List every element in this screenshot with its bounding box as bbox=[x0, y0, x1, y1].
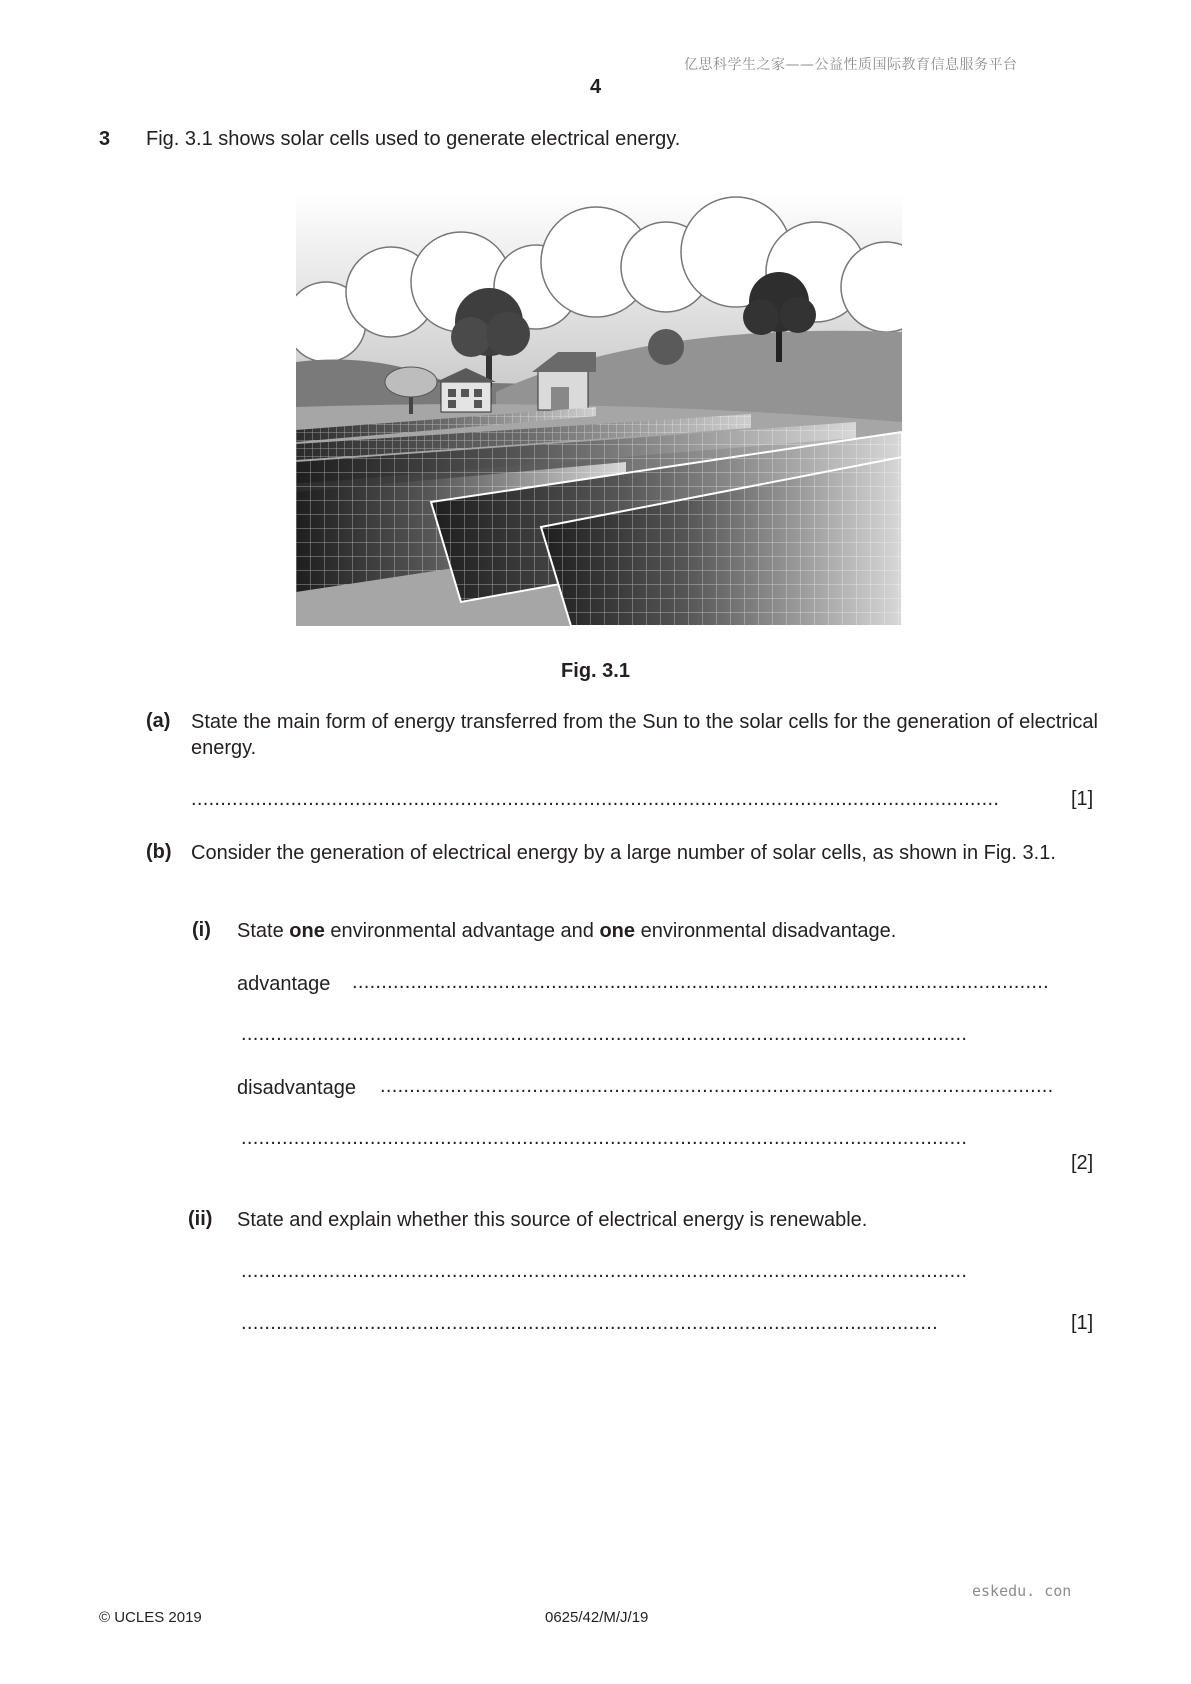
part-b-i-text-2: environmental advantage and bbox=[324, 920, 600, 942]
part-a-answer-line[interactable]: .......................................................................................................................................... bbox=[191, 788, 1000, 810]
part-b-i-marks: [2] bbox=[1071, 1152, 1094, 1174]
part-a-marks: [1] bbox=[1071, 788, 1094, 810]
part-a-text: State the main form of energy transferred from the Sun to the solar cells for the generation of electrical energy. bbox=[191, 711, 1098, 759]
advantage-answer-line[interactable]: ....................................................................................................................... bbox=[352, 971, 1049, 993]
part-b-ii-marks: [1] bbox=[1071, 1312, 1094, 1334]
disadvantage-label: disadvantage bbox=[237, 1077, 356, 1099]
part-b-text: Consider the generation of electrical energy by a large number of solar cells, as shown in Fig. 3.1. bbox=[191, 842, 1056, 864]
part-b-i-text bbox=[237, 918, 896, 944]
page-number: 4 bbox=[589, 76, 602, 98]
disadvantage-answer-line[interactable]: ................................................................................................................... bbox=[380, 1075, 1054, 1097]
part-b-i-bold-2: one bbox=[599, 920, 636, 942]
part-b-i-text-3: environmental disadvantage. bbox=[635, 920, 897, 942]
part-b-ii-label: (ii) bbox=[188, 1208, 213, 1230]
part-b-ii-text: State and explain whether this source of electrical energy is renewable. bbox=[237, 1209, 868, 1231]
header-watermark: 亿思科学生之家——公益性质国际教育信息服务平台 bbox=[684, 57, 1018, 73]
part-b-i-label: (i) bbox=[192, 919, 211, 941]
question-number: 3 bbox=[99, 128, 111, 150]
part-a-label: (a) bbox=[146, 710, 171, 732]
solar-farm-illustration bbox=[296, 192, 902, 626]
footer-copyright: © UCLES 2019 bbox=[99, 1609, 202, 1626]
part-b-i-text-1: State bbox=[237, 920, 290, 942]
part-b-ii-answer-line[interactable]: ............................................................................................................................ bbox=[241, 1260, 968, 1282]
solar-farm-figure bbox=[296, 192, 902, 626]
footer-watermark: eskedu. con bbox=[972, 1582, 1072, 1600]
figure-caption: Fig. 3.1 bbox=[561, 660, 630, 682]
advantage-answer-line-2[interactable]: ............................................................................................................................ bbox=[241, 1023, 968, 1045]
question-intro: Fig. 3.1 shows solar cells used to generate electrical energy. bbox=[146, 128, 681, 150]
part-b-label: (b) bbox=[146, 841, 172, 863]
disadvantage-answer-line-2[interactable]: ............................................................................................................................ bbox=[241, 1127, 968, 1149]
advantage-label: advantage bbox=[237, 973, 331, 995]
part-b-ii-answer-line-2[interactable]: ....................................................................................................................... bbox=[241, 1312, 938, 1334]
part-b-i-bold-1: one bbox=[289, 920, 325, 942]
footer-code: 0625/42/M/J/19 bbox=[545, 1609, 649, 1626]
